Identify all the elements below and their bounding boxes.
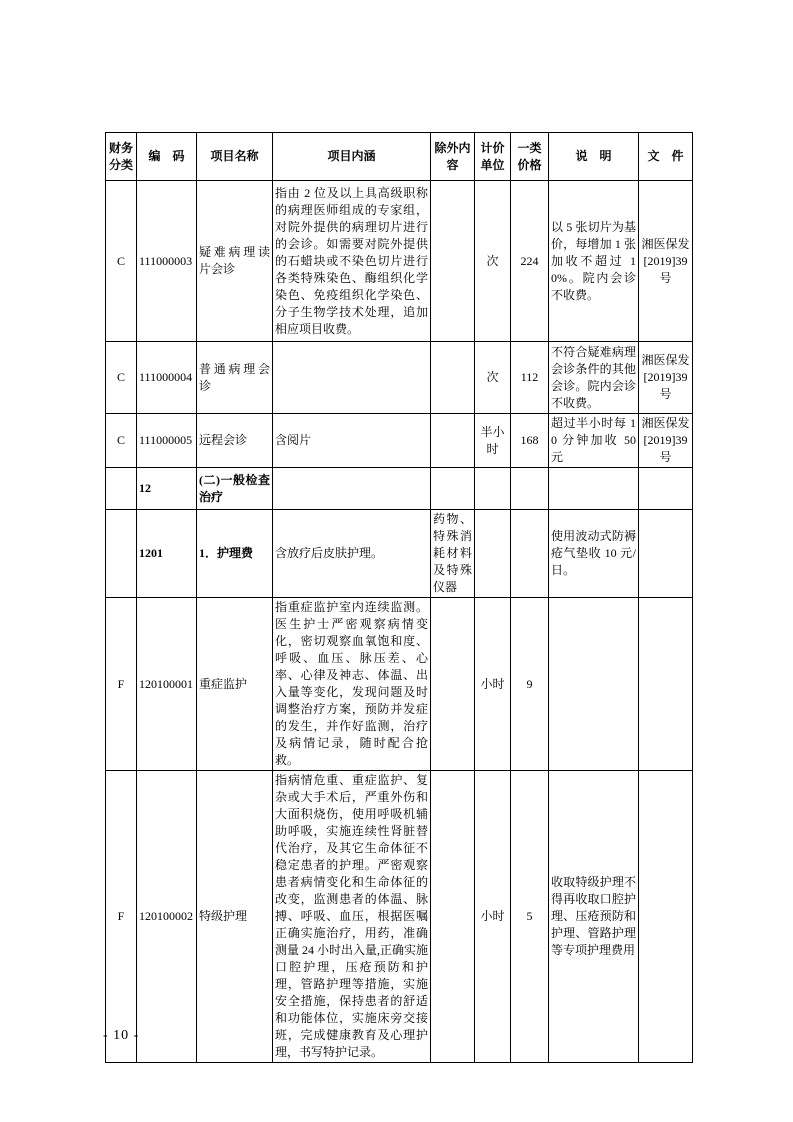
col-header-item-name: 项目名称 (197, 133, 273, 181)
item-content-cell: 含放疗后皮肤护理。 (273, 510, 431, 598)
unit-cell (475, 510, 511, 598)
pricing-table (105, 132, 693, 1063)
excluded-cell (431, 414, 475, 468)
document-cell: 湘医保发[2019]39号 (639, 414, 693, 468)
fin-class-cell: C (106, 181, 137, 342)
unit-cell (475, 468, 511, 510)
excluded-cell: 药物、特殊消耗材料及特殊仪器 (431, 510, 475, 598)
price-cell: 112 (511, 342, 549, 414)
price-cell: 9 (511, 598, 549, 771)
document-cell: 湘医保发[2019]39号 (639, 181, 693, 342)
code-cell: 120100002 (137, 771, 197, 1063)
item-content-cell: 指重症监护室内连续监测。医生护士严密观察病情变化，密切观察血氧饱和度、呼吸、血压、脉压差、心率、心律及神志、体温、出入量等变化，发现问题及时调整治疗方案，预防并发症的发生，并作好监测，治疗及病情记录，随时配合抢救。 (273, 598, 431, 771)
code-cell: 120100001 (137, 598, 197, 771)
code-cell: 111000003 (137, 181, 197, 342)
item-name-cell: 远程会诊 (197, 414, 273, 468)
table-row (106, 342, 693, 414)
fin-class-cell: F (106, 598, 137, 771)
item-name-cell: 1．护理费 (197, 510, 273, 598)
fin-class-cell (106, 510, 137, 598)
excluded-cell (431, 342, 475, 414)
document-cell (639, 468, 693, 510)
note-cell: 收取特级护理不得再收取口腔护理、压疮预防和护理、管路护理等专项护理费用 (549, 771, 639, 1063)
col-header-unit: 计价单位 (475, 133, 511, 181)
document-cell (639, 771, 693, 1063)
header-row (106, 133, 693, 181)
item-name-cell: 疑难病理读片会诊 (197, 181, 273, 342)
note-cell (549, 598, 639, 771)
unit-cell: 小时 (475, 598, 511, 771)
fin-class-cell (106, 468, 137, 510)
table-row (106, 414, 693, 468)
col-header-price: 一类价格 (511, 133, 549, 181)
excluded-cell (431, 181, 475, 342)
item-content-cell (273, 468, 431, 510)
fin-class-cell: C (106, 414, 137, 468)
col-header-code: 编 码 (137, 133, 197, 181)
code-cell: 1201 (137, 510, 197, 598)
code-cell: 12 (137, 468, 197, 510)
document-cell: 湘医保发[2019]39号 (639, 342, 693, 414)
excluded-cell (431, 598, 475, 771)
item-name-cell: 重症监护 (197, 598, 273, 771)
item-name-cell: 特级护理 (197, 771, 273, 1063)
fin-class-cell: C (106, 342, 137, 414)
unit-cell: 次 (475, 342, 511, 414)
excluded-cell (431, 468, 475, 510)
price-cell (511, 510, 549, 598)
price-cell: 5 (511, 771, 549, 1063)
table-row (106, 598, 693, 771)
item-content-cell: 含阅片 (273, 414, 431, 468)
document-cell (639, 598, 693, 771)
document-cell (639, 510, 693, 598)
item-content-cell: 指病情危重、重症监护、复杂或大手术后，严重外伤和大面积烧伤，使用呼吸机辅助呼吸，实施连续性肾脏替代治疗，及其它生命体征不稳定患者的护理。严密观察患者病情变化和生命体征的改变，监测患者的体温、脉搏、呼吸、血压，根据医嘱正确实施治疗，用药，准确测量 24 小时出入量,正确实施口腔护理，压疮预防和护理，管路护理等措施，实施安全措施，保持患者的舒适和功能体位，实施床旁交接班，完成健康教育及心理护理，书写特护记录。 (273, 771, 431, 1063)
item-content-cell (273, 342, 431, 414)
table-row (106, 181, 693, 342)
col-header-document: 文 件 (639, 133, 693, 181)
code-cell: 111000005 (137, 414, 197, 468)
note-cell (549, 468, 639, 510)
note-cell: 以 5 张切片为基价，每增加 1 张加收不超过 10%。院内会诊不收费。 (549, 181, 639, 342)
col-header-note: 说 明 (549, 133, 639, 181)
item-name-cell: 普通病理会诊 (197, 342, 273, 414)
unit-cell: 小时 (475, 771, 511, 1063)
price-cell: 224 (511, 181, 549, 342)
col-header-fin-class: 财务分类 (106, 133, 137, 181)
excluded-cell (431, 771, 475, 1063)
unit-cell: 半小时 (475, 414, 511, 468)
page-number: - 10 - (103, 1028, 140, 1043)
fin-class-cell: F (106, 771, 137, 1063)
table-row (106, 510, 693, 598)
note-cell: 超过半小时每 10 分钟加收 50 元 (549, 414, 639, 468)
item-name-cell: (二)一般检查治疗 (197, 468, 273, 510)
item-content-cell: 指由 2 位及以上具高级职称的病理医师组成的专家组，对院外提供的病理切片进行的会诊。如需要对院外提供的石蜡块或不染色切片进行各类特殊染色、酶组织化学染色、免疫组织化学染色、分子生物学技术处理，追加相应项目收费。 (273, 181, 431, 342)
table-row (106, 771, 693, 1063)
price-cell: 168 (511, 414, 549, 468)
note-cell: 使用波动式防褥疮气垫收 10 元/日。 (549, 510, 639, 598)
unit-cell: 次 (475, 181, 511, 342)
code-cell: 111000004 (137, 342, 197, 414)
note-cell: 不符合疑难病理会诊条件的其他会诊。院内会诊不收费。 (549, 342, 639, 414)
price-cell (511, 468, 549, 510)
table-row (106, 468, 693, 510)
col-header-item-content: 项目内涵 (273, 133, 431, 181)
col-header-excluded: 除外内容 (431, 133, 475, 181)
